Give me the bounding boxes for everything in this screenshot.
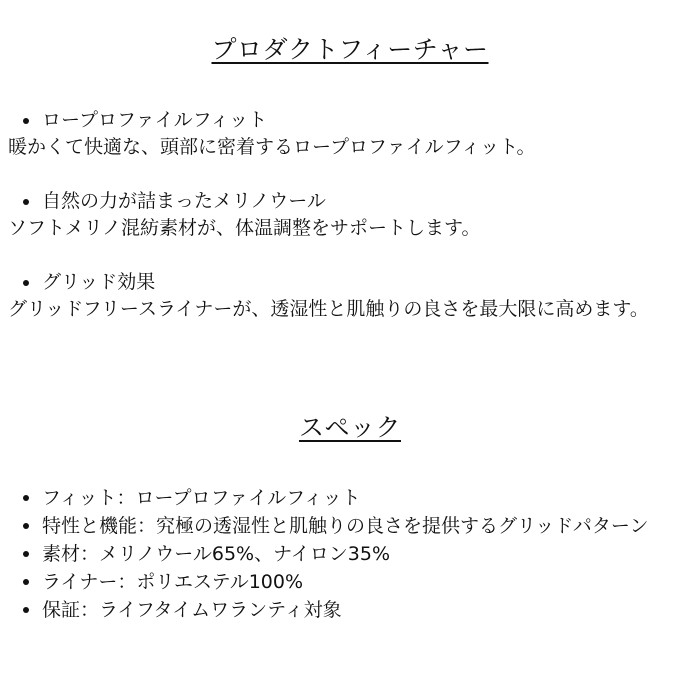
spec-item xyxy=(8,568,700,596)
spec-item xyxy=(8,484,700,512)
features-title xyxy=(0,34,700,66)
bullet-icon xyxy=(23,523,29,529)
bullet-icon xyxy=(23,280,29,286)
bullet-icon xyxy=(23,607,29,613)
feature-heading-row xyxy=(8,269,700,296)
feature-description: ソフトメリノ混紡素材が、体温調整をサポートします。 xyxy=(8,217,481,239)
bullet-icon xyxy=(23,118,29,124)
spec-text: 素材：メリノウール65%、ナイロン35% xyxy=(42,543,390,565)
spec-text: フィット：ロープロファイルフィット xyxy=(42,487,361,509)
feature-description: グリッドフリースライナーが、透湿性と肌触りの良さを最大限に高めます。 xyxy=(8,298,649,320)
feature-heading: 自然の力が詰まったメリノウール xyxy=(42,190,326,212)
feature-heading: グリッド効果 xyxy=(42,271,156,293)
spec-title-text: スペック xyxy=(298,413,401,442)
bullet-icon xyxy=(23,199,29,205)
bullet-icon xyxy=(23,551,29,557)
spec-title xyxy=(0,412,700,444)
feature-description: 暖かくて快適な、頭部に密着するロープロファイルフィット。 xyxy=(8,136,536,158)
spec-text: ライナー：ポリエステル100% xyxy=(42,571,304,593)
feature-heading: ロープロファイルフィット xyxy=(42,109,268,131)
bullet-icon xyxy=(23,495,29,501)
spec-item xyxy=(8,512,700,540)
feature-item xyxy=(8,269,700,323)
spec-list xyxy=(8,484,700,624)
feature-heading-row xyxy=(8,188,700,215)
bullet-icon xyxy=(23,579,29,585)
features-list xyxy=(8,107,700,350)
feature-item xyxy=(8,107,700,161)
spec-item xyxy=(8,540,700,568)
spec-item xyxy=(8,596,700,624)
feature-item xyxy=(8,188,700,242)
features-title-text: プロダクトフィーチャー xyxy=(211,35,489,64)
feature-heading-row xyxy=(8,107,700,134)
spec-text: 保証：ライフタイムワランティ対象 xyxy=(42,599,342,621)
spec-text: 特性と機能：究極の透湿性と肌触りの良さを提供するグリッドパターン xyxy=(42,515,649,537)
